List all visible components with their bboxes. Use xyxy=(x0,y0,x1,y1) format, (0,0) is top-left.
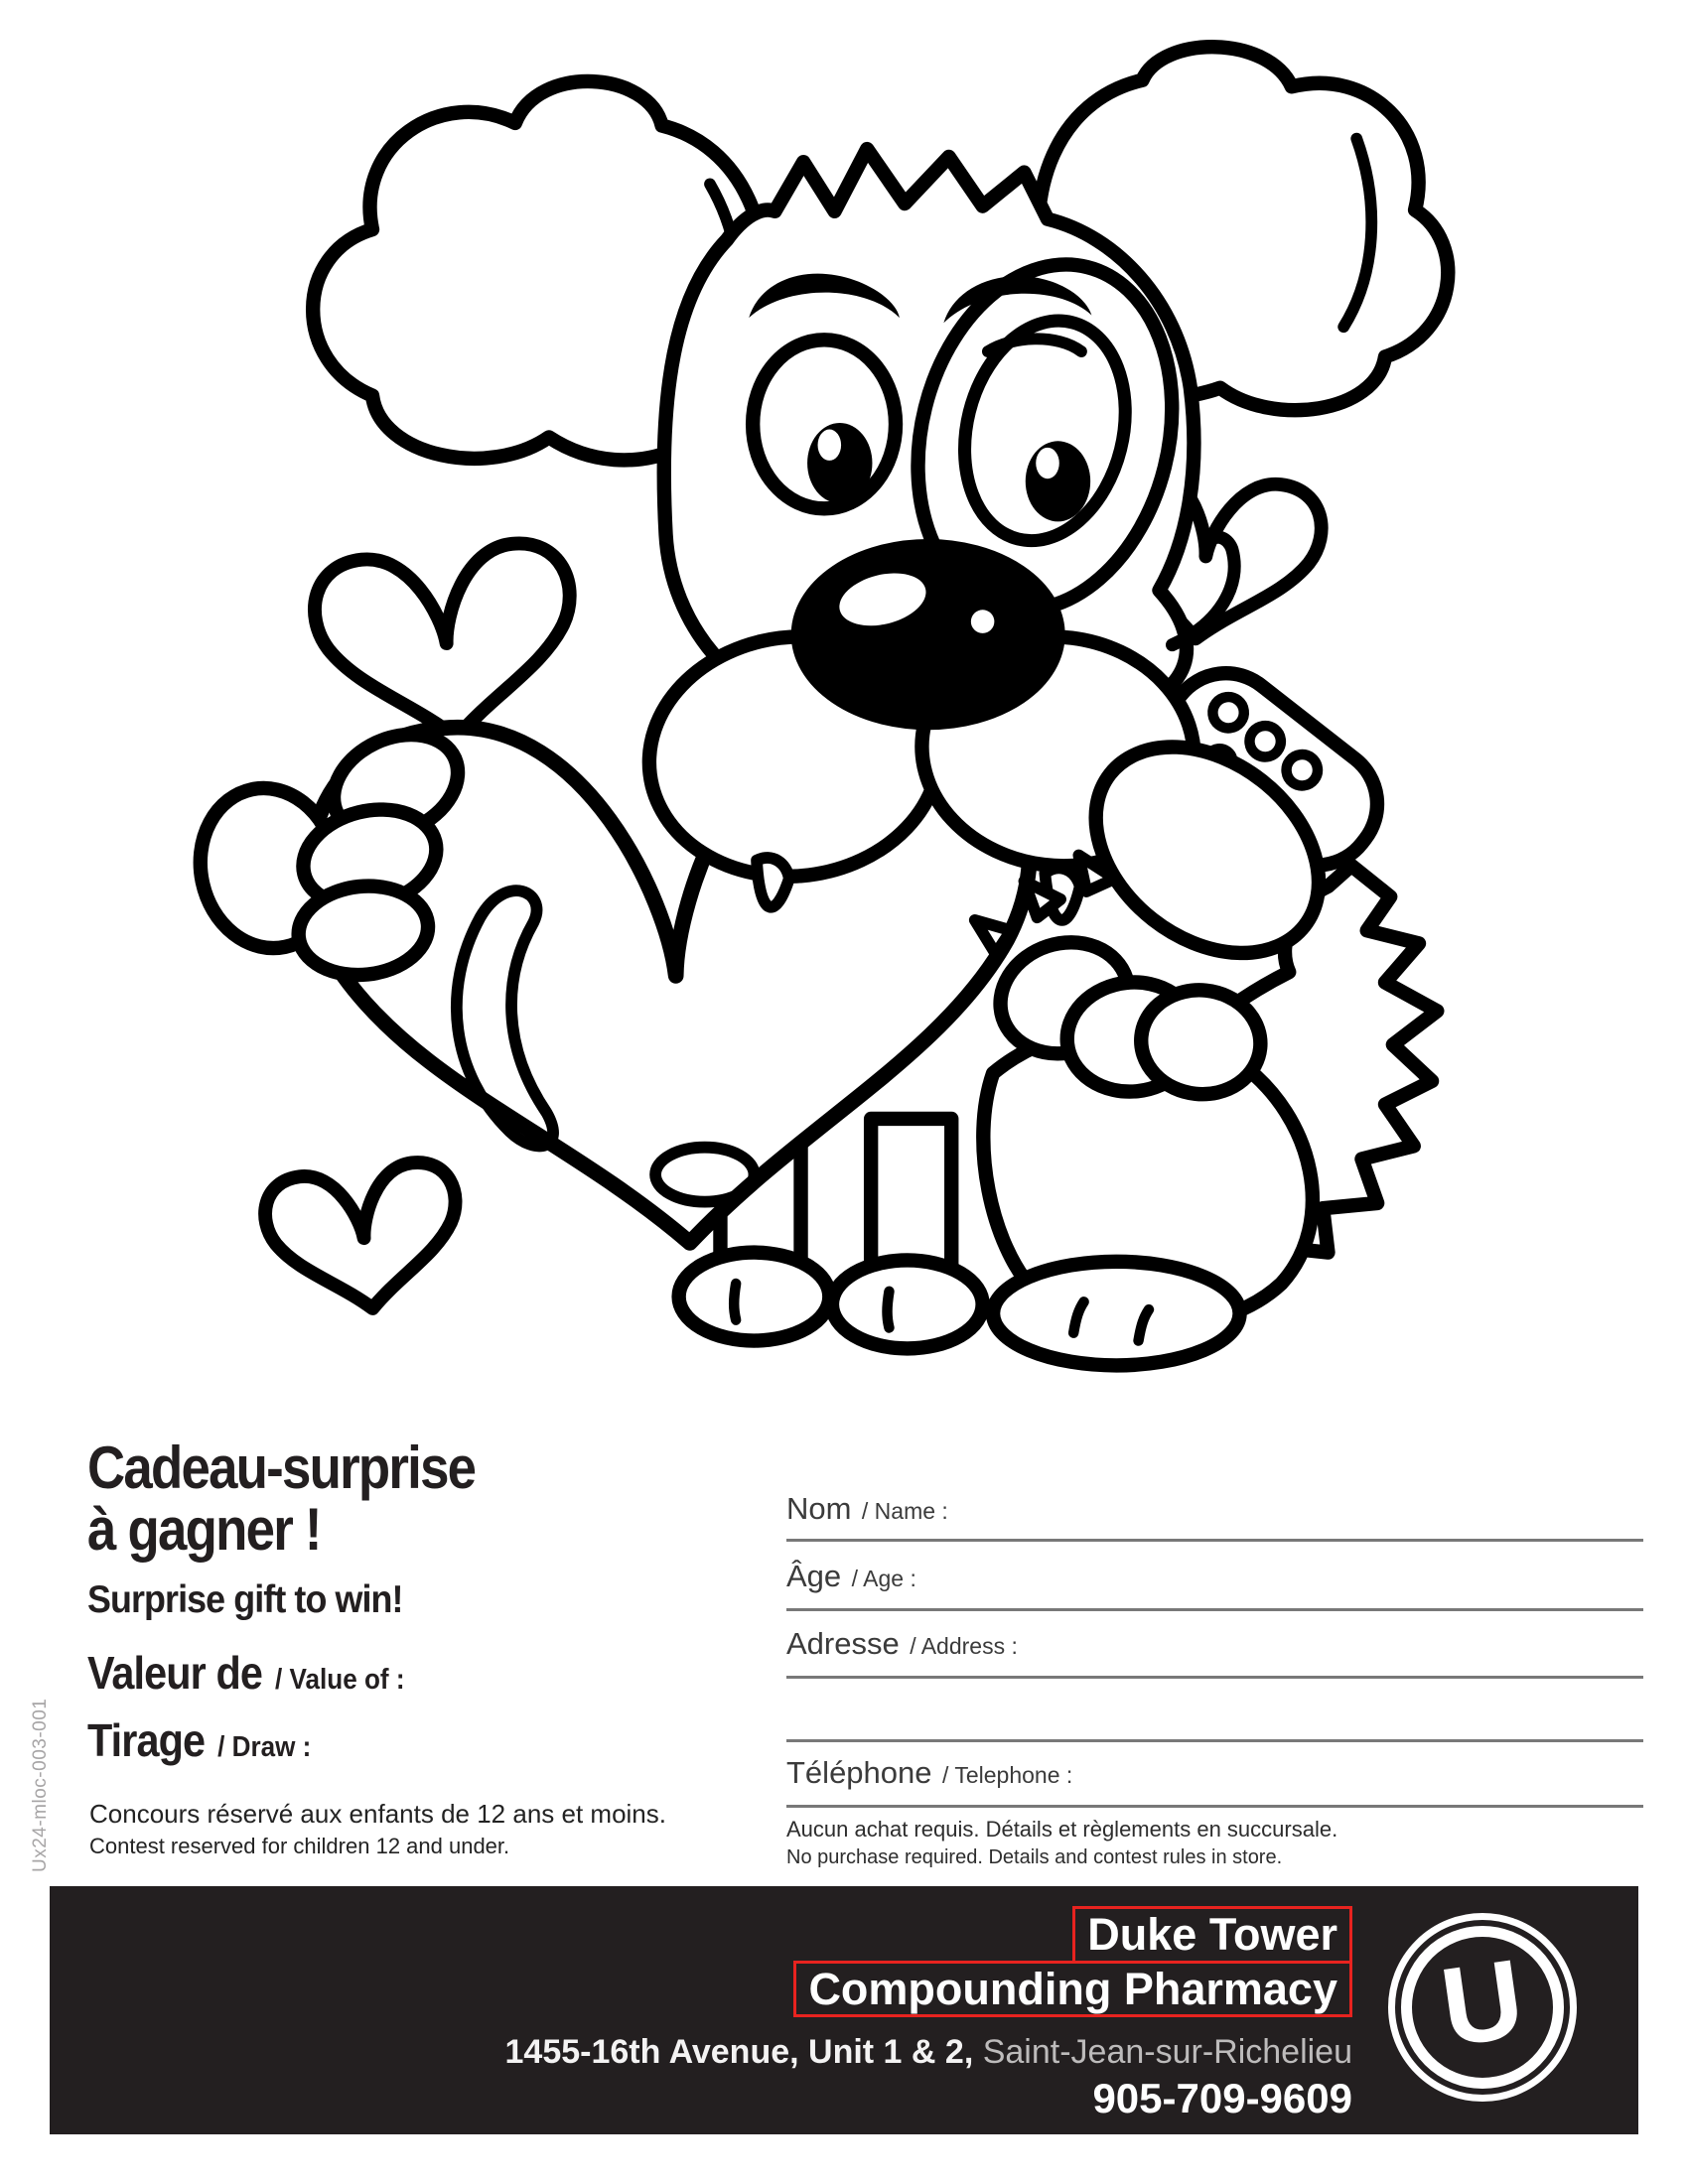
promo-title-fr-line2: à gagner ! xyxy=(87,1496,321,1563)
pharmacy-logo-ring xyxy=(1401,1926,1564,2089)
draw-label-fr: Tirage xyxy=(87,1714,206,1766)
telephone-field-label: Téléphone / Telephone : xyxy=(786,1755,1073,1790)
value-label-en: / Value of : xyxy=(275,1664,405,1696)
store-address xyxy=(505,2033,1352,2072)
draw-row xyxy=(87,1713,311,1767)
store-name-line1 xyxy=(1072,1906,1352,1964)
address-field-label: Adresse / Address : xyxy=(786,1626,1018,1661)
dog-left-paw xyxy=(186,716,475,982)
pharmacy-logo xyxy=(1388,1913,1577,2102)
contest-rules-fr: Concours réservé aux enfants de 12 ans et moins. xyxy=(89,1799,666,1829)
heart-outline-bottom xyxy=(261,1159,468,1320)
promo-title-french xyxy=(87,1434,476,1563)
name-field-line xyxy=(786,1539,1643,1542)
pharmacy-logo-letter: U xyxy=(1433,1936,1531,2071)
dog-with-heart-coloring-illustration xyxy=(149,35,1474,1385)
name-field-label: Nom / Name : xyxy=(786,1491,948,1526)
heart-outline-left xyxy=(310,538,584,751)
store-phone: 905-709-9609 xyxy=(1092,2075,1352,2121)
contest-rules-en: Contest reserved for children 12 and under. xyxy=(89,1834,510,1858)
telephone-field-line xyxy=(786,1805,1643,1808)
value-row xyxy=(87,1646,405,1700)
no-purchase-disclaimer-en: No purchase required. Details and contest rules in store. xyxy=(786,1846,1283,1868)
store-address-street: 1455-16th Avenue, Unit 1 & 2, xyxy=(504,2033,974,2071)
value-label-fr: Valeur de xyxy=(87,1647,263,1699)
age-field-line xyxy=(786,1608,1643,1611)
address-field-line-2 xyxy=(786,1739,1643,1742)
footer-bar xyxy=(50,1886,1638,2134)
store-name-line1-highlight-box: Duke Tower xyxy=(1072,1906,1352,1964)
address-field-line xyxy=(786,1676,1643,1679)
promo-title-english: Surprise gift to win! xyxy=(87,1578,403,1621)
promo-title-fr-line1: Cadeau-surprise xyxy=(87,1434,476,1501)
age-field-label: Âge / Age : xyxy=(786,1559,916,1593)
store-address-city: Saint-Jean-sur-Richelieu xyxy=(982,2033,1352,2071)
store-name-line2 xyxy=(793,1961,1352,2017)
print-reference-code: Ux24-mloc-003-001 xyxy=(30,1698,51,1872)
store-name-line2-highlight-box: Compounding Pharmacy xyxy=(793,1961,1352,2017)
no-purchase-disclaimer-fr: Aucun achat requis. Détails et règlements en succursale. xyxy=(786,1817,1338,1842)
draw-label-en: / Draw : xyxy=(217,1731,312,1763)
